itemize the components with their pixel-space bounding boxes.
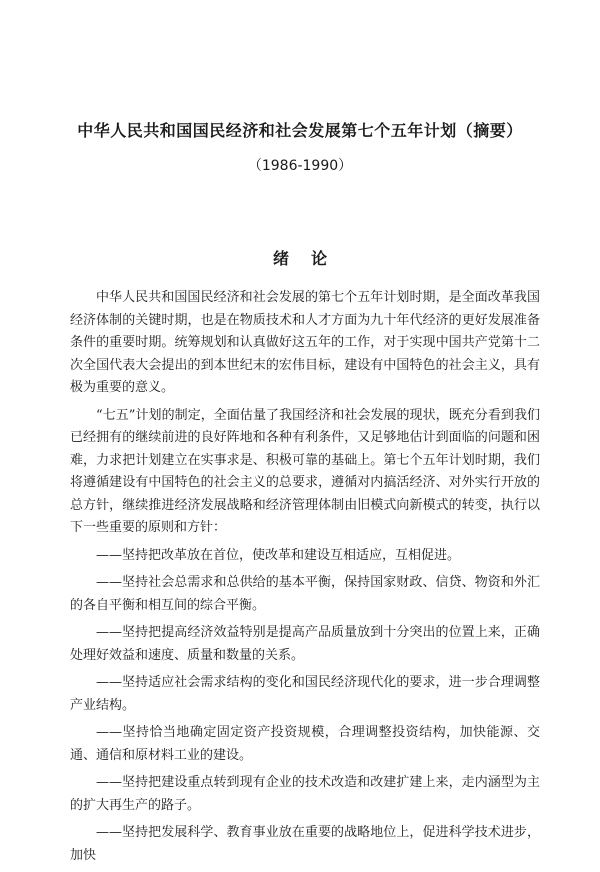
document-years: （1986-1990） (247, 158, 353, 174)
paragraph: ——坚持把改革放在首位，使改革和建设互相适应，互相促进。 (96, 547, 461, 563)
document-title: 中华人民共和国国民经济和社会发展第七个五年计划（摘要） (77, 121, 523, 140)
paragraph: ——坚持把发展科学、教育事业放在重要的战略地位上，促进科学技术进步，加快 (70, 825, 540, 863)
paragraph: ——坚持把建设重点转到现有企业的技术改造和改建扩建上来，走内涵型为主的扩大再生产的路子。 (70, 775, 540, 813)
paragraph: “七五”计划的制定，全面估量了我国经济和社会发展的现状，既充分看到我们已经拥有的继续前进的良好阵地和各种有利条件，又足够地估计到面临的问题和困难，力求把计划建立在实事求是、积极可靠的基础上。第七个五年计划时期，我们将遵循建设有中国特色的社会主义的总要求，遵循对内搞活经济、对外实行开放的总方针，继续推进经济发展战略和经济管理体制由旧模式向新模式的转变，执行以下一些重要的原则和方针： (70, 407, 540, 535)
paragraph: ——坚持社会总需求和总供给的基本平衡，保持国家财政、信贷、物资和外汇的各自平衡和相互间的综合平衡。 (70, 575, 540, 613)
paragraph: ——坚持适应社会需求结构的变化和国民经济现代化的要求，进一步合理调整产业结构。 (70, 675, 540, 713)
body-text (70, 287, 540, 872)
paragraph: 中华人民共和国国民经济和社会发展的第七个五年计划时期，是全面改革我国经济体制的关键时期，也是在物质技术和人才方面为九十年代经济的更好发展准备条件的重要时期。统筹规划和认真做好这五年的工作，对于实现中国共产党第十二次全国代表大会提出的到本世纪末的宏伟目标，建设有中国特色的社会主义，具有极为重要的意义。 (70, 290, 540, 395)
paragraph: ——坚持恰当地确定固定资产投资规模，合理调整投资结构，加快能源、交通、通信和原材料工业的建设。 (70, 725, 540, 763)
paragraph: ——坚持把提高经济效益特别是提高产品质量放到十分突出的位置上来，正确处理好效益和速度、质量和数量的关系。 (70, 625, 540, 663)
section-heading: 绪论 (272, 249, 349, 268)
